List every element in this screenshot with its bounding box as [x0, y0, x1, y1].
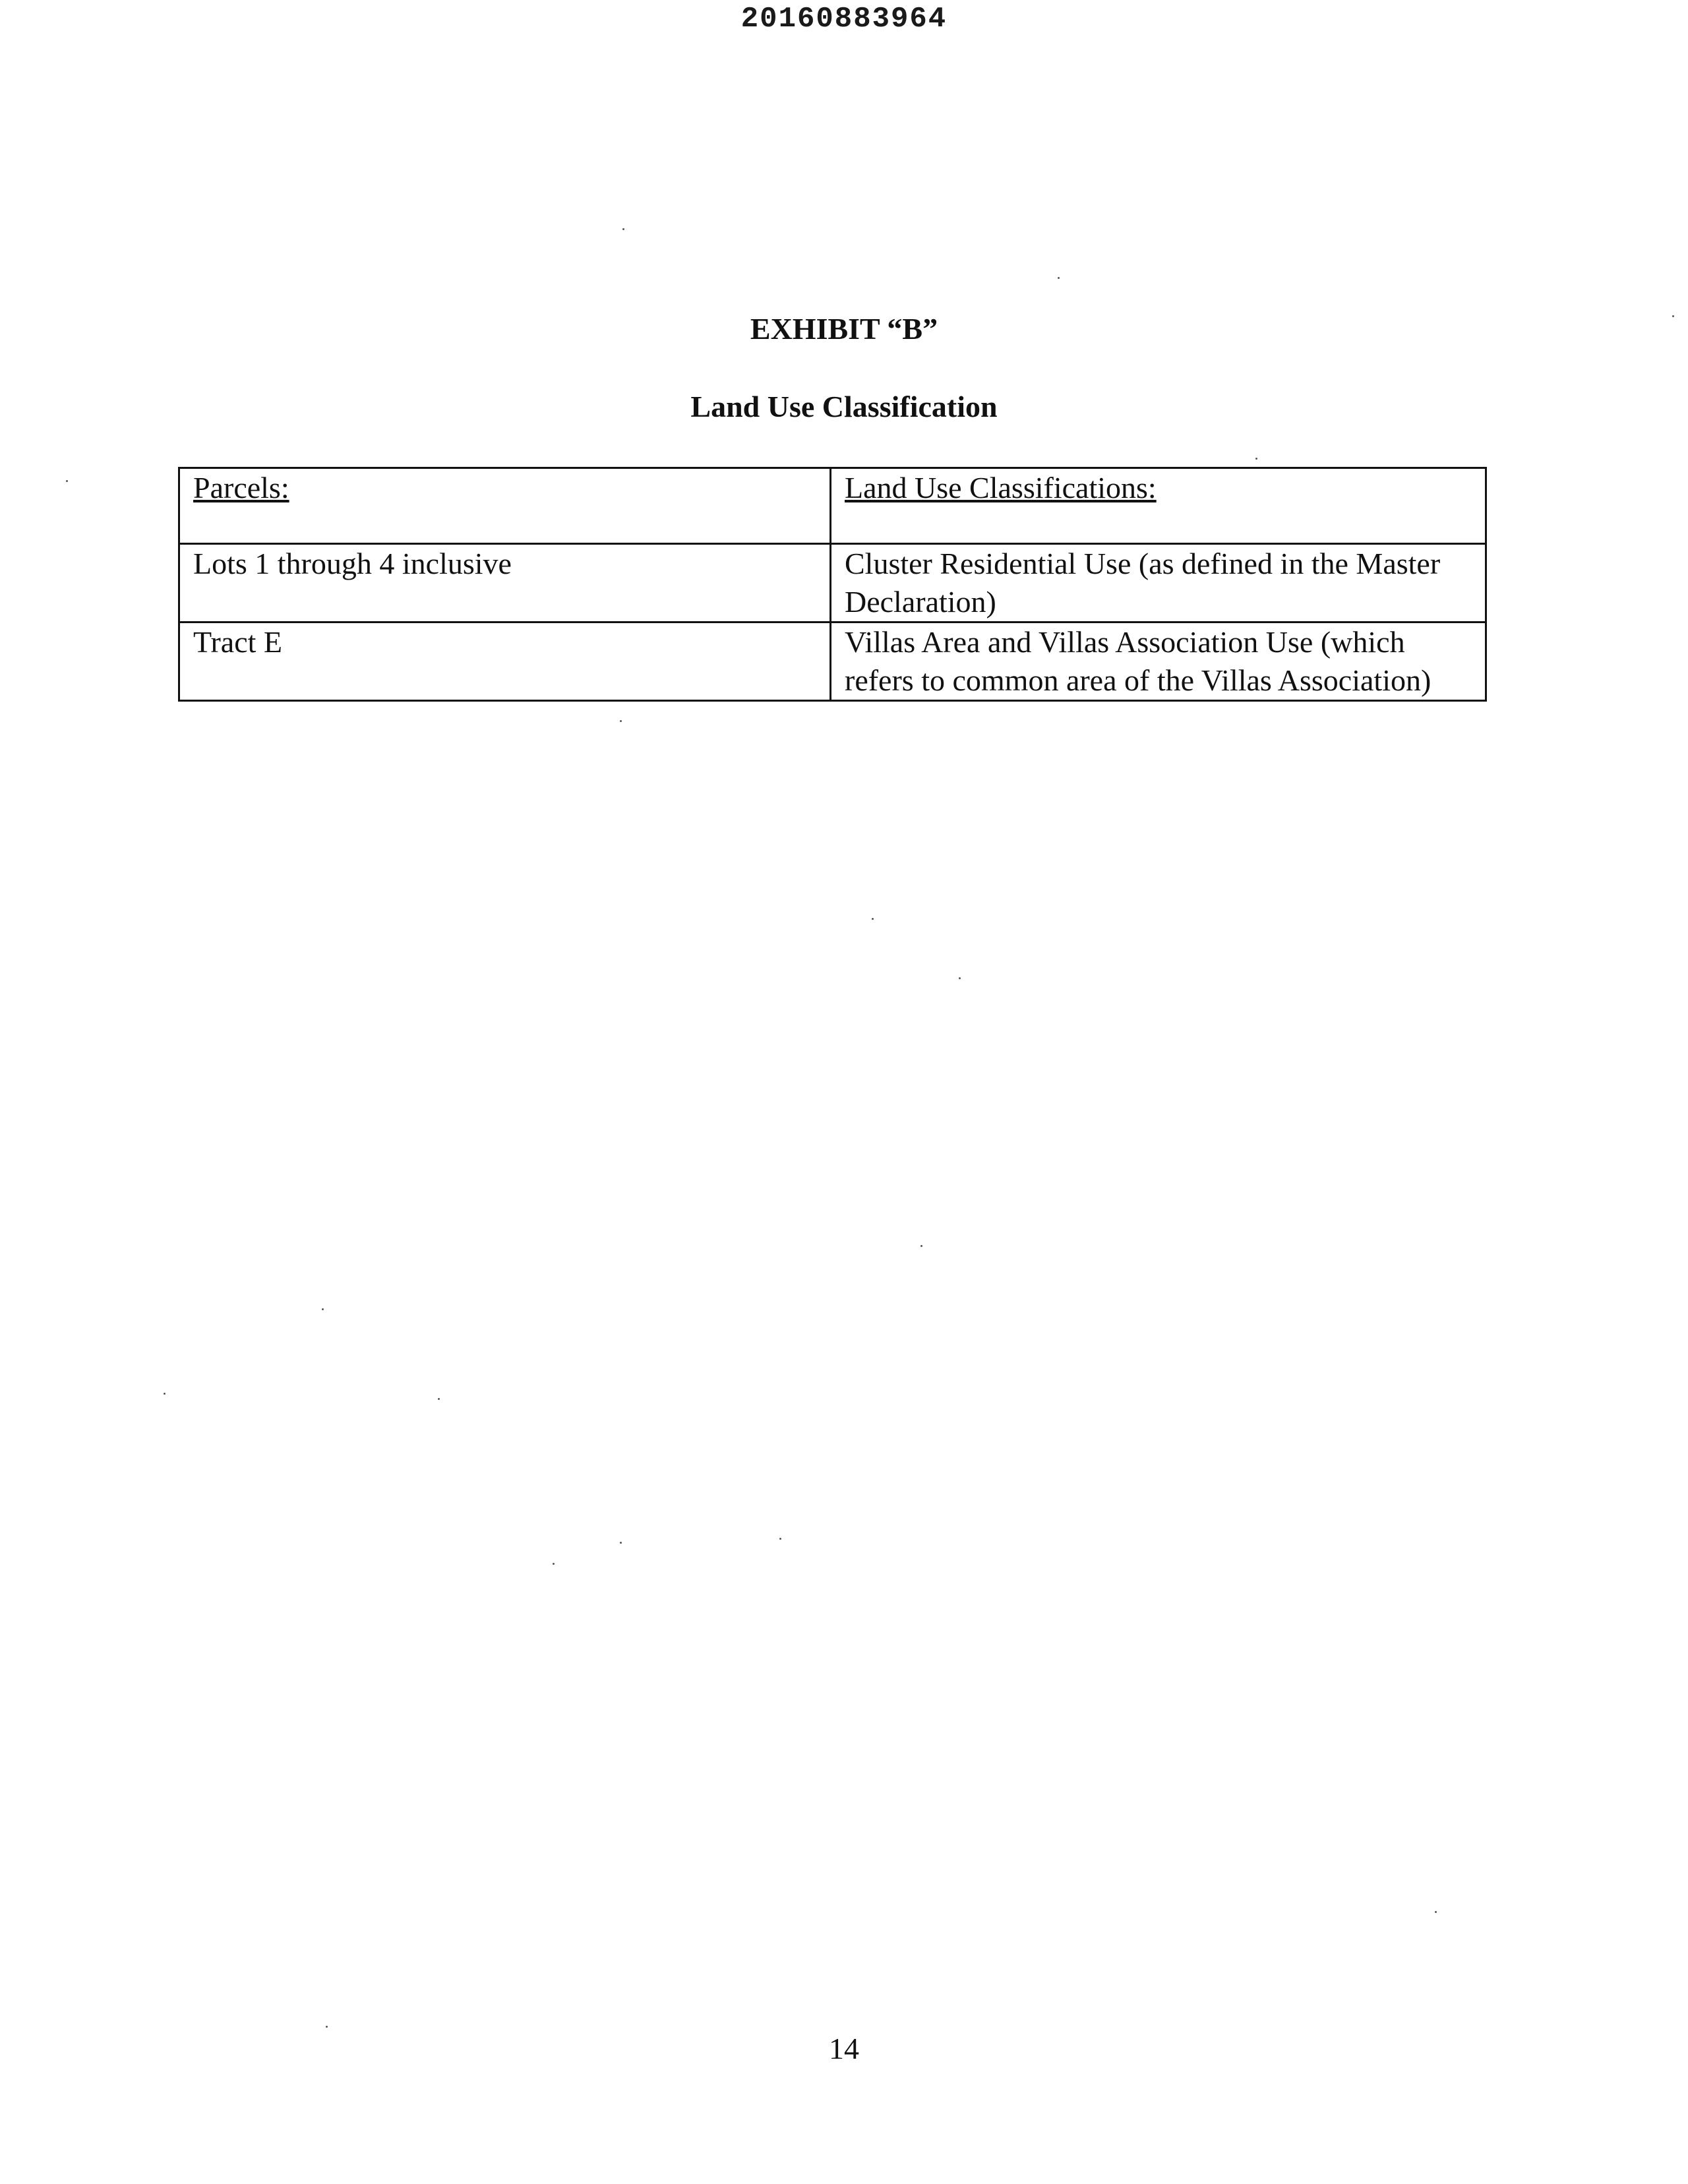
scan-speck: [620, 720, 622, 722]
parcel-cell: Lots 1 through 4 inclusive: [179, 544, 831, 622]
scan-speck: [1255, 458, 1257, 460]
scan-speck: [622, 228, 624, 230]
scan-speck: [66, 480, 68, 482]
exhibit-title: EXHIBIT “B”: [750, 312, 938, 346]
parcel-cell: Tract E: [179, 622, 831, 701]
table-header-row: [179, 468, 1486, 544]
scan-speck: [326, 2026, 328, 2028]
scan-speck: [1058, 277, 1060, 279]
scan-speck: [322, 1308, 324, 1310]
scan-speck: [553, 1563, 555, 1565]
page-number: 14: [829, 2032, 859, 2065]
scan-speck: [1672, 315, 1674, 317]
section-title: Land Use Classification: [690, 390, 998, 423]
scan-speck: [438, 1398, 440, 1400]
table-row: [179, 544, 1486, 622]
scan-speck: [164, 1393, 166, 1395]
document-number: 20160883964: [740, 3, 948, 36]
header-land-use-classifications: Land Use Classifications:: [831, 468, 1486, 544]
land-use-table: [178, 467, 1487, 702]
scan-speck: [1435, 1911, 1437, 1913]
scan-speck: [959, 977, 961, 979]
header-parcels: Parcels:: [179, 468, 831, 544]
scan-speck: [920, 1245, 922, 1247]
classification-cell: Cluster Residential Use (as defined in the Master Declaration): [831, 544, 1486, 622]
table-row: [179, 622, 1486, 701]
scan-speck: [620, 1542, 622, 1544]
scan-speck: [779, 1538, 781, 1540]
classification-cell: Villas Area and Villas Association Use (which refers to common area of the Villas Association): [831, 622, 1486, 701]
scan-speck: [872, 918, 874, 920]
